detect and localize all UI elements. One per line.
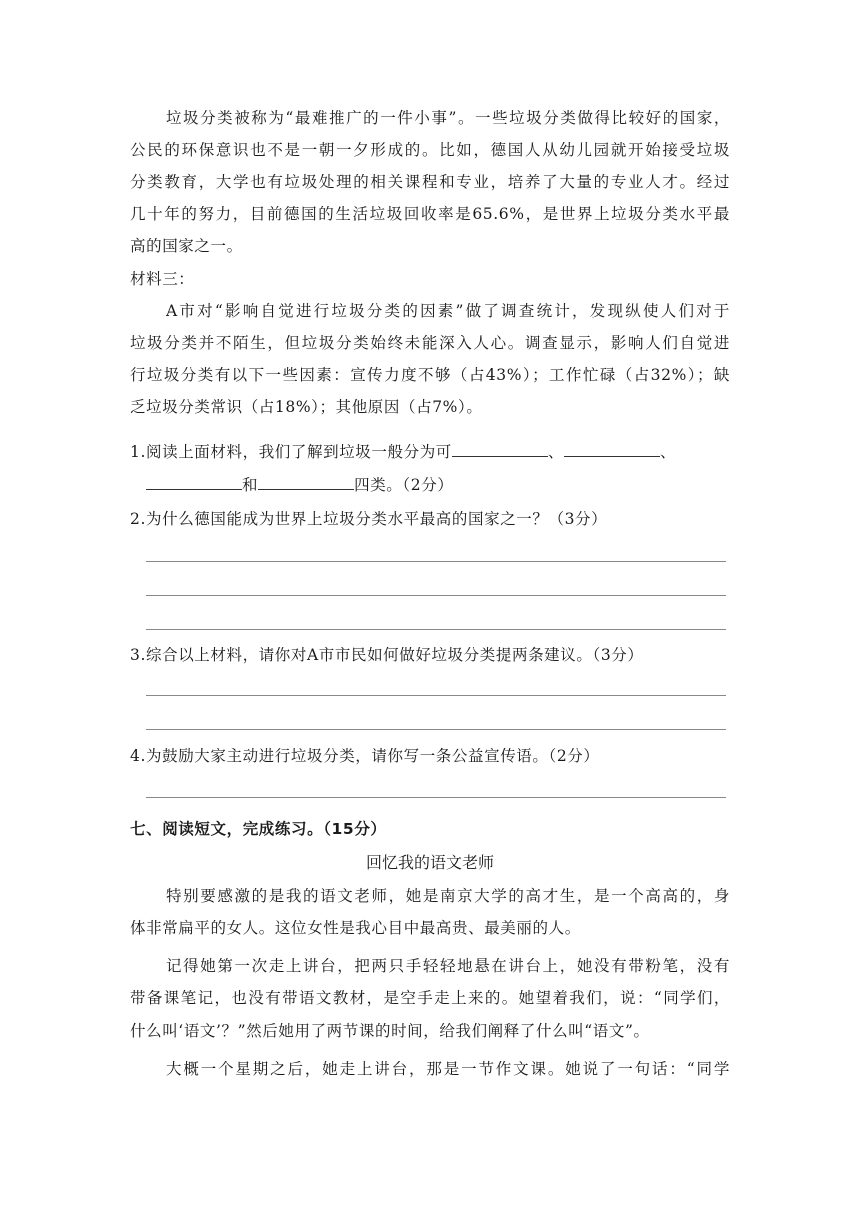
material3-line-2: 垃圾分类并不陌生，但垃圾分类始终未能深入人心。调查显示，影响人们自觉进 [130, 334, 730, 352]
material3-line-4: 乏垃圾分类常识（占18%）；其他原因（占7%）。 [130, 398, 483, 416]
answer-line[interactable] [146, 797, 726, 798]
material2-line-4: 几十年的努力，目前德国的生活垃圾回收率是65.6%，是世界上垃圾分类水平最 [130, 205, 730, 223]
separator: 、 [660, 443, 677, 461]
conjunction: 和 [242, 476, 259, 494]
material2-line-5: 高的国家之一。 [130, 237, 243, 255]
answer-blank-4[interactable] [258, 474, 354, 490]
passage-line-1: 特别要感激的是我的语文老师，她是南京大学的高才生，是一个高高的，身 [166, 887, 730, 905]
material3-line-1: A市对“影响自觉进行垃圾分类的因素”做了调查统计，发现纵使人们对于 [166, 302, 730, 320]
separator: 、 [547, 443, 564, 461]
question-4-text: 4.为鼓励大家主动进行垃圾分类，请你写一条公益宣传语。（2分） [130, 747, 600, 765]
answer-line[interactable] [146, 729, 726, 730]
answer-line[interactable] [146, 595, 726, 596]
question-1-line-1 [130, 441, 730, 462]
question-3-text: 3.综合以上材料，请你对A市市民如何做好垃圾分类提两条建议。（3分） [130, 646, 644, 664]
passage-line-3: 记得她第一次走上讲台，把两只手轻轻地悬在讲台上，她没有带粉笔，没有 [166, 957, 730, 975]
material3-line-3: 行垃圾分类有以下一些因素：宣传力度不够（占43%）；工作忙碌（占32%）；缺 [130, 366, 730, 384]
question-2-text: 2.为什么德国能成为世界上垃圾分类水平最高的国家之一？（3分） [130, 510, 608, 528]
material3-heading: 材料三： [130, 270, 195, 288]
material2-line-3: 分类教育，大学也有垃圾处理的相关课程和专业，培养了大量的专业人才。经过 [130, 173, 730, 191]
passage-line-2: 体非常扁平的女人。这位女性是我心目中最高贵、最美丽的人。 [130, 919, 581, 937]
answer-line[interactable] [146, 629, 726, 630]
question-1-line-2 [146, 474, 746, 495]
material2-line-2: 公民的环保意识也不是一朝一夕形成的。比如，德国人从幼儿园就开始接受垃圾 [130, 141, 730, 159]
question-1-text: 1.阅读上面材料，我们了解到垃圾一般分为可 [130, 443, 452, 461]
passage-title: 回忆我的语文老师 [365, 853, 494, 872]
answer-blank-2[interactable] [564, 441, 660, 457]
material2-line-1: 垃圾分类被称为“最难推广的一件小事”。一些垃圾分类做得比较好的国家， [166, 109, 730, 127]
answer-blank-1[interactable] [452, 441, 548, 457]
answer-line[interactable] [146, 695, 726, 696]
answer-blank-3[interactable] [146, 474, 242, 490]
passage-line-4: 带备课笔记，也没有带语文教材，是空手走上来的。她望着我们，说：“同学们， [130, 989, 730, 1007]
section-7-heading: 七、阅读短文，完成练习。（15分） [130, 820, 387, 838]
passage-line-5: 什么叫‘语文’？”然后她用了两节课的时间，给我们阐释了什么叫“语文”。 [130, 1022, 650, 1040]
passage-line-6: 大概一个星期之后，她走上讲台，那是一节作文课。她说了一句话：“同学 [166, 1060, 730, 1078]
answer-line[interactable] [146, 561, 726, 562]
question-1-tail: 四类。（2分） [354, 476, 454, 494]
